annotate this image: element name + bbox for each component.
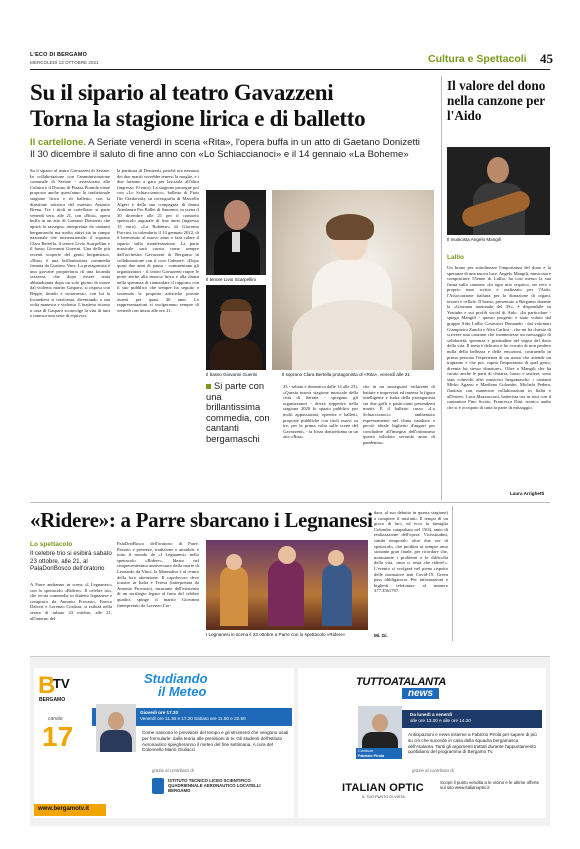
section-title: Cultura e Spettacoli — [428, 53, 527, 65]
atalanta-title: TUTTOATALANTA — [356, 676, 446, 688]
ridere-kicker: Lo spettacolo — [30, 541, 73, 548]
italian-optic-tagline: IL TUO PUNTO DI VISTA — [362, 795, 405, 799]
photo-giovanni-guerini — [206, 285, 266, 370]
page-number: 45 — [540, 51, 553, 66]
masthead — [30, 51, 553, 74]
atalanta-schedule-2: alle ore 13.00 e alle ore 14.30 — [410, 718, 471, 723]
btv-channel-number: 17 — [42, 721, 74, 752]
atalanta-partner-label: grazie al contributo di — [412, 768, 454, 773]
atalanta-description: Anticipazioni e news insieme a Fabrizio Pirola per sapere di più su ciò che succede in casa della squadra bergamasca dell'Atalanta. Tanti gli argomenti trattati durante l'appuntamento quotidiano del programma di Bergamo Tv. — [408, 732, 537, 755]
photo-legnanesi — [206, 540, 368, 630]
issue-date: MERCOLEDÌ 13 OTTOBRE 2021 — [30, 60, 99, 65]
pullquote: Si parte con una brillantissima commedia, con cantanti bergamaschi — [206, 380, 270, 444]
caption-livio: Il tenore Livio Scarpellini — [206, 277, 256, 282]
btv-logo-tv: TV — [53, 676, 70, 691]
side-author: Laura Arrighetti — [510, 491, 545, 496]
photo-livio-scarpellini — [206, 190, 266, 275]
btv-logo — [38, 674, 84, 704]
masthead-rule — [30, 69, 550, 70]
side-headline: Il valore del dono nella canzone per l'Aido — [447, 78, 546, 123]
ridere-col-2: PalaDonBosco dell'oratorio di Parre. Passato e presente, tradizione e attualità: è tutto il mondo de «I Legnanesi» nello spettacolo «Ridere». Ideato nel cinquecentesimo anniversario della morte di Leonardo da Vinci, la Monnalisa è al centro della loro attenzione. Il capolavoro deve tornare in Italia e Teresa (interpretata da Antonio Provasio), incurante dell'esistenza di un sortilegio legato al furto del celebre quadro, spinge il marito Giovanni (interpretato da Lorenzo Cor- — [117, 541, 199, 608]
paper-name: L'ECO DI BERGAMO — [30, 52, 88, 58]
atalanta-news-tag: news — [402, 688, 439, 699]
meteo-description: Come nascono le previsioni del tempo e gli strumenti che vengono usati per formularle: dalla teoria alle previsioni in tv. Gli studenti dell'Istituto Aeronautico spiegheranno il meteo del fine settimana. A cura del Colonnello Mario Giuliacci — [142, 730, 289, 753]
side-kicker: Lallio — [447, 254, 464, 261]
ridere-col-1: A Parre andranno in scena «I Legnanesi» con lo spettacolo «Ridere». Il celebre trio, che recita commedie in dialetto legnanese e composto da Antonio Provasio, Enrico Dalceri e Lorenzo Cordara, si esibirà nella serata di sabato 23 ottobre, alle 21, all'interno del — [30, 582, 112, 621]
summary-line-1: A Seriate venerdì in scena «Rita», l'opera buffa in un atto di Gaetano Donizetti — [88, 137, 420, 148]
main-headline — [30, 80, 450, 132]
section-divider — [30, 502, 550, 503]
btv-logo-b: B — [38, 672, 56, 699]
main-col-2: la partitura di Donizetti, perché ora nessuno dei due mariti vorrebbe tenersi la moglie, e i due faranno a gara per lasciarla all'altro (ingresso 10 euro). La stagione prosegue poi con «Lo Schiaccianoci», balletto di Piotr Ilic Ciaikovsky su coreografia di Marcello Algeri e della sua compagnia di danza Artedanza Pro Ballet di Sanremo, in scena il 30 dicembre alle 21 per il consueto spettacolo augurale di fine anno (ingresso 15 euro). «La Bohème» di Giacomo Puccini, in calendario il 14 gennaio 2022, di il benvenuto al nuovo anno e farà calare il sipario sulla manifestazione. La parte musicale sarà curata come sempre dall'orchestra Gavazzeni di Bergamo in collaborazione con il coro Calmoré. «Dopo quasi due anni di pausa - commentano gli organizzatori - il teatro Gavazzeni riapre le porte anche alla musica lirica e alla danza nella speranza di riannodare il rapporto con il suo pubblico che sempre ha seguito e sostenuto le proposte artistiche portate avanti per quasi 30 anni. Le rappresentazioni si svolgeranno sempre di venerdì con inizio alle ore 21. — [117, 168, 199, 313]
main-col-4: che in un susseguirsi esilarante di battute e imprevisti ed intensa la figura intelligente e furba della protagonista sui due goffi e pasticcioni pretendenti mariti. È il balletto russo «Lo Schiaccianoci» ambientato espressamente nel clima natalizio e perciò ideale biglietto d'auguri per concludere all'insegna dell'ottimismo questo tribolato secondo anno di pandemia». — [363, 384, 435, 445]
btv-ad — [34, 668, 294, 818]
host-label: Conduce — [358, 749, 374, 753]
locatelli-logo-icon — [152, 778, 164, 794]
ridere-summary: Il celebre trio si esibirà sabato 23 ottobre, alle 21, al PalaDonBosco dell'oratorio — [30, 550, 112, 573]
photo-presenter — [96, 704, 136, 752]
side-body: Un brano per sottolineare l'importanza del dono e la speranza di una nuova luce. Angelo Mangili, musicista e compositore 55enne di Lallio, ha così messo la sua firma sulla canzone «In ogni mio respiro», un vero e proprio inno scritto e realizzato per l'Aido, l'Associazione italiana per la donazione di organi, tessuti e cellule. Il brano, presentato a Bergamo durante la «Giornata nazionale del 3S», è disponibile su Youtube e sui profili social di Aido. «In particolare - spiega Mangili - questo progetto è stato voluto dal gruppo Aido Lallio Costruisci Domando - dai volontari Giampietro Zanchi e Alex Carlini -, che mi ha chiesto di scrivere una canzone che trasmettesse un messaggio di solidarietà, speranza e gratitudine nel segno del dono della vita. Il tema è delicato e ho cercato di non perdere nulla della bellezza e delle emozioni, costruendo in prima persona l'esperienza di un uomo che attende un trapianto e che poi, capita l'importanza di quel gesto, diventa lui stesso donatore». Oltre a Mangili che ha curato anche le parti di chitarra, basso e tastiere, sono stati coinvolti altri musicisti bergamaschi: i cantanti Mirko Agazzi e Marilena Colombo, Michela Pedera, flautista con numerose collaborazioni in Italia e all'estero, Luca Mazzucconi, batterista ora in tour con il cantautore Pino Scotto, Francesco Dini, tecnico audio che si è occupato di tutta la parte di missaggio. — [447, 265, 551, 410]
main-summary — [30, 137, 450, 161]
italian-optic-logo[interactable]: ITALIAN OPTIC — [342, 782, 424, 794]
column-divider — [441, 76, 442, 500]
meteo-schedule-2: Venerdì ore 11.30 e 17.20 Sabato ore 11.50 e 22.50 — [140, 716, 246, 721]
meteo-title-2: il Meteo — [158, 684, 207, 699]
caption-mangili: Il musicista Angelo Mangili — [447, 237, 501, 242]
headline-line-2: Torna la stagione lirica e di balletto — [30, 106, 366, 131]
main-kicker: Il cartellone. — [30, 137, 86, 148]
caption-guerini: Il basso Giovanni Guerini — [206, 372, 258, 377]
host-name: Fabrizio Pirola — [358, 753, 385, 758]
host-label-box — [356, 748, 402, 759]
meteo-partner-label: grazie al contributo di — [152, 768, 194, 773]
atalanta-ad — [298, 668, 546, 818]
atalanta-schedule-1: Da lunedì a venerdì — [410, 712, 453, 717]
meteo-schedule-1: Giovedì ore 17.20 — [140, 710, 179, 715]
photo-clara-bertella — [272, 190, 434, 370]
side-body-cont — [457, 510, 551, 640]
ridere-headline: «Ridere»: a Parre sbarcano i Legnanesi — [30, 508, 373, 532]
main-col-1: Su il sipario al teatro Gavazzeni di Seriate. In collaborazione con l'amministrazione comunale di Seriate - assessorato alla Cultura e il Ducato di Piazza Pontida viene proposta anche quest'anno la tradizionale stagione lirica e di balletto, con la direzione artistica del maestro Antonio Brena. Tre i titoli in cartellone: si parte venerdì sera, alle 21, con «Rita», opera buffa in un atto di Gaetano Donizetti che aprirà la rassegna, interpretata da cantanti bergamaschi ma molto attivi sia in campo nazionale che internazionale: il soprano Clara Bertella, il tenore Livio Scarpellini e il basso Giovanni Guerini. Una delle più recenti scoperte del genio bergamasco, «Rita» è una brillantissima commedia firmata da Gustavo Vaez. La protagonista è una giovane proprietaria di una locanda svizzera, che dopo essere stata abbandonata dopo un solo giorno di nozze dal violento marito Gasparo, si risposa con Beppe, timido e sottomesso, con lui la locandiera si trasforma, diventando a sua volta manesca e violenta. L'inatteso ritorno a casa di Gasparo sconvolge la vita di tutti e innesca una serie di equivoci. — [30, 168, 110, 319]
summary-line-2: Il 30 dicembre il saluto di fine anno con «Lo Schiaccianoci» e il 14 gennaio «La Boheme» — [30, 149, 409, 160]
meteo-title — [144, 672, 264, 698]
ridere-divider — [452, 506, 453, 641]
caption-clara: Il soprano Clara Bertella protagonista di «Rita», venerdì alle 21 — [282, 372, 410, 377]
caption-legnanesi: I Legnanesi in scena il 23 ottobre a Parre con lo spettacolo «Ridere» — [206, 632, 346, 637]
photo-angelo-mangili — [447, 147, 550, 235]
meteo-partner-name: ISTITUTO TECNICO LICEO SCIENTIFICO QUADRIENNALE AERONAUTICO LOCATELLI BERGAMO — [168, 778, 261, 794]
meteo-title-1: Studiando — [144, 671, 208, 686]
btv-url[interactable]: www.bergamotv.it — [38, 806, 90, 812]
photo-fabrizio-pirola — [358, 706, 402, 754]
btv-logo-city: BERGAMO — [39, 697, 66, 703]
btv-channel-label: canale — [48, 716, 63, 722]
main-col-3: 23 - sabato e domenica dalle 14 alle 23). «Questa nuova stagione musicale della città di Seriate - spiegano gli organizzatori - dovrà sopperire nella stagione 2020 lo spazio pubblico per molti appassionati, operette e balletti, proposte pubbliche con titoli nuovi su tre, per la prima volta sulle scene del Gavazzeni» - la forza donizettiana in un atto «Rita». — [283, 384, 358, 440]
ridere-author: Mi. Gi. — [374, 633, 388, 638]
ridere-col-3: dara, al suo debutto in questa stagione) a compiere il misfatto. Il tempo di un gioco di luci, ed ecco la famiglia Colombo catapultata nel 1504, anno di realizzazione dell'opera. Vicissitudini, cambi temporali: oltre due ore di spettacolo, che proibirà ai sempre omo sionante gran finale, per ricordare che, nonostante i problemi e le difficoltà della vita, «non ci resta che ridere!». L'evento si svolgerà nel pieno rispetto delle normative anti Covid-19. Green pass obbligatorio. Per informazioni e biglietti telefonare al numero 377.3561787. — [374, 510, 448, 594]
headline-line-1: Su il sipario al teatro Gavazzeni — [30, 80, 334, 105]
italian-optic-text: Scopri il punto vendita a te vicino e le ultime offerte sul sito www.italianoptic.it — [440, 780, 540, 791]
